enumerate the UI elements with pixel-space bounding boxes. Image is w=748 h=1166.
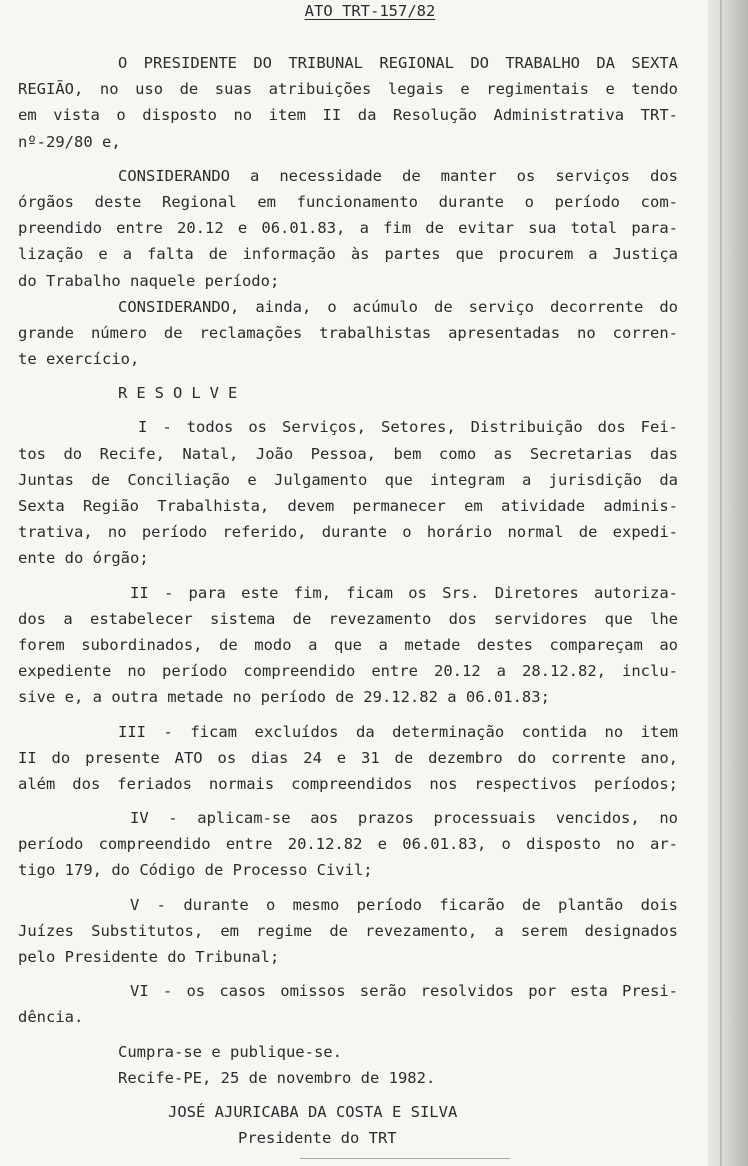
closing-text: Cumpra-se e publique-se. — [118, 1042, 342, 1061]
item-3-line: além dos feriados normais compreendidos nos respectivos períodos; — [18, 774, 678, 793]
document-body — [18, 50, 678, 1151]
item-4-line: período compreendido entre 20.12.82 e 06.01.83, o disposto no ar- — [18, 835, 678, 854]
item-5-line: V - durante o mesmo período ficarão de plantão dois — [130, 895, 678, 914]
preamble-line: em vista o disposto no item II da Resolução Administrativa TRT- — [18, 106, 678, 125]
item-3-line: III - ficam excluídos da determinação contida no item — [118, 722, 678, 741]
document-title: ATO TRT-157/82 — [304, 2, 436, 20]
considerando-line: grande número de reclamações trabalhistas apresentadas no corren- — [18, 323, 678, 342]
bottom-rule — [300, 1158, 510, 1159]
item-2-line: forem subordinados, de modo a que a metade destes compareçam ao — [18, 635, 678, 654]
item-2-line: expediente no período compreendido entre 20.12 a 28.12.82, inclu- — [18, 662, 678, 681]
item-2-line: II - para este fim, ficam os Srs. Diretores autoriza- — [130, 583, 678, 602]
preamble-line: O PRESIDENTE DO TRIBUNAL REGIONAL DO TRABALHO DA SEXTA — [118, 54, 678, 72]
place-date: Recife-PE, 25 de novembro de 1982. — [118, 1068, 436, 1087]
preamble-line: nº-29/80 e, — [18, 132, 121, 151]
item-1-line: Juntas de Conciliação e Julgamento que integram a jurisdição da — [18, 470, 678, 489]
page-edge-shadow — [708, 0, 748, 1166]
resolve-heading: RESOLVE — [118, 384, 247, 403]
item-6-line: VI - os casos omissos serão resolvidos por esta Presi- — [130, 982, 678, 1001]
preamble-line: REGIÃO, no uso de suas atribuições legais e regimentais e tendo — [18, 80, 678, 99]
item-1-line: ente do órgão; — [18, 549, 149, 568]
item-5-line: Juízes Substitutos, em regime de revezamento, a serem designados — [18, 921, 678, 940]
considerando-line: te exercício, — [18, 350, 140, 369]
item-1-line: trativa, no período referido, durante o horário normal de expedi- — [18, 523, 678, 542]
considerando-line: CONSIDERANDO a necessidade de manter os serviços dos — [118, 166, 678, 185]
item-6-line: dência. — [18, 1008, 84, 1027]
considerando-line: do Trabalho naquele período; — [18, 271, 280, 290]
item-1-line: tos do Recife, Natal, João Pessoa, bem como as Secretarias das — [18, 444, 678, 463]
item-4-line: tigo 179, do Código de Processo Civil; — [18, 861, 373, 880]
item-2-line: dos a estabelecer sistema de revezamento dos servidores que lhe — [18, 609, 678, 628]
considerando-line: órgãos deste Regional em funcionamento durante o período com- — [18, 192, 678, 211]
considerando-line: lização e a falta de informação às partes que procurem a Justiça — [18, 245, 678, 264]
item-1-line: Sexta Região Trabalhista, devem permanecer em atividade adminis- — [18, 497, 678, 515]
item-3-line: II do presente ATO os dias 24 e 31 de dezembro do corrente ano, — [18, 748, 678, 767]
signatory-role: Presidente do TRT — [238, 1129, 397, 1148]
considerando-line: preendido entre 20.12 e 06.01.83, a fim de evitar sua total para- — [18, 219, 678, 238]
page-edge-line — [720, 0, 722, 1166]
item-4-line: IV - aplicam-se aos prazos processuais vencidos, no — [130, 809, 678, 828]
item-2-line: sive e, a outra metade no período de 29.12.82 a 06.01.83; — [18, 688, 550, 707]
item-1-line: I - todos os Serviços, Setores, Distribuição dos Fei- — [138, 418, 678, 437]
signatory-name: JOSÉ AJURICABA DA COSTA E SILVA — [168, 1102, 458, 1121]
item-5-line: pelo Presidente do Tribunal; — [18, 948, 280, 966]
considerando-line: CONSIDERANDO, ainda, o acúmulo de serviço decorrente do — [118, 297, 678, 316]
